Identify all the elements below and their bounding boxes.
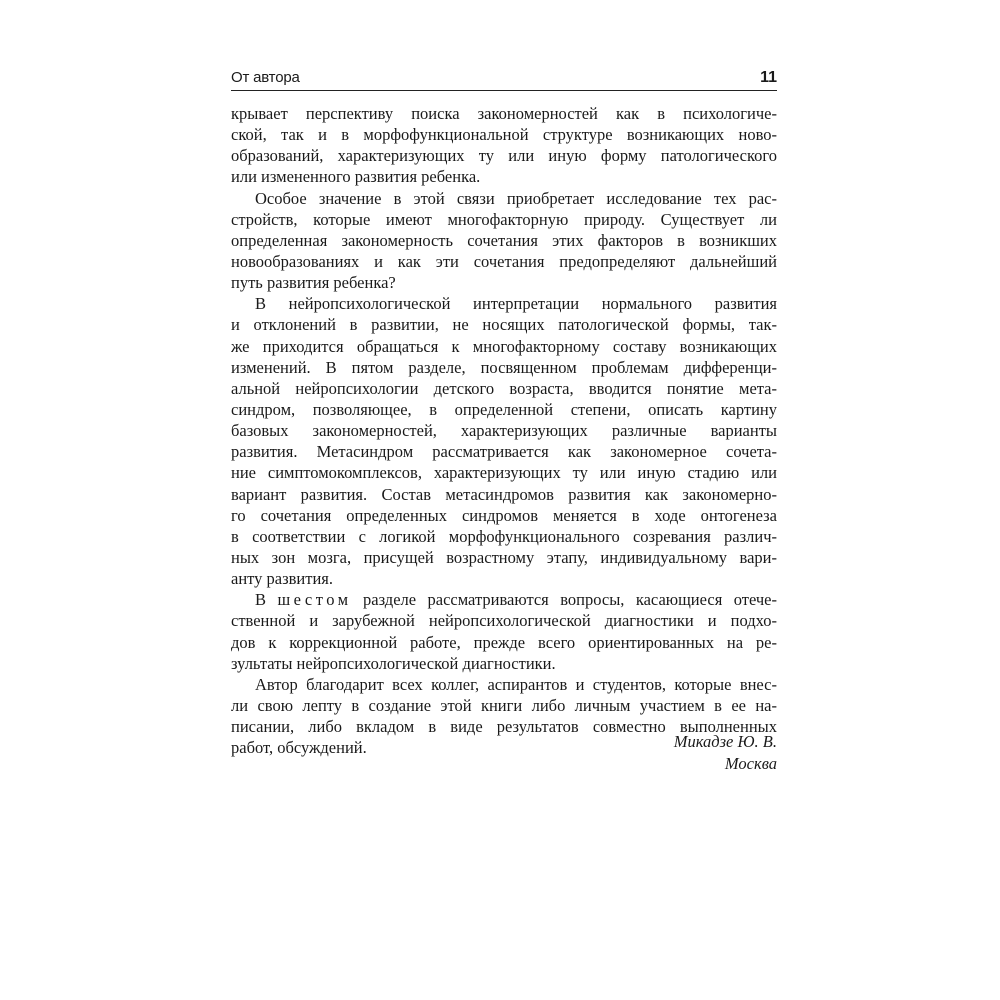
text-line: писании, либо вкладом в виде результатов совместно выполненных	[231, 717, 777, 737]
text-line: новообразованиях и как эти сочетания предопределяют дальнейший	[231, 251, 777, 271]
text-line: крывает перспективу поиска закономерностей как в психологиче-	[231, 104, 777, 123]
text-line: ской, так и в морфофункциональной структуре возникающих ново-	[231, 125, 777, 145]
text-line: образований, характеризующих ту или иную форму патологического	[231, 146, 777, 166]
text-line: путь развития ребенка?	[231, 273, 396, 293]
text-line: ственной и зарубежной нейропсихологической диагностики и подхо-	[231, 611, 777, 631]
text-fragment: разделе рассматриваются вопросы, касающиеся отече-	[351, 590, 777, 610]
text-line: анту развития.	[231, 569, 333, 589]
text-line: зультаты нейропсихологической диагностики.	[231, 653, 556, 673]
text-line: синдром, позволяющее, в определенной степени, описать картину	[231, 399, 777, 419]
text-line: развития. Метасиндром рассматривается как закономерное сочета-	[231, 442, 777, 462]
paragraph	[231, 293, 777, 589]
text-line: ние симптомокомплексов, характеризующих ту или иную стадию или	[231, 463, 777, 483]
text-line: изменений. В пятом разделе, посвященном проблемам дифференци-	[231, 357, 777, 377]
text-line: В нейропсихологической интерпретации нормального развития	[255, 294, 777, 314]
text-line: работ, обсуждений.	[231, 738, 367, 758]
paragraph	[231, 589, 777, 674]
section-title: От автора	[231, 69, 300, 86]
text-line	[231, 589, 777, 610]
author-name: Микадзе Ю. В.	[673, 732, 777, 751]
text-line: альной нейропсихологии детского возраста, вводится понятие мета-	[231, 378, 777, 398]
text-line: го сочетания определенных синдромов меняется в ходе онтогенеза	[231, 505, 777, 525]
text-line: или измененного развития ребенка.	[231, 167, 481, 187]
text-line: вариант развития. Состав метасиндромов развития как закономерно-	[231, 484, 777, 504]
text-fragment: В	[255, 590, 278, 610]
body-text	[231, 103, 777, 758]
text-line: дов к коррекционной работе, прежде всего ориентированных на ре-	[231, 632, 777, 652]
text-line: Особое значение в этой связи приобретает исследование тех рас-	[255, 188, 777, 208]
text-line: в соответствии с логикой морфофункционального созревания различ-	[231, 526, 777, 546]
page-number: 11	[760, 69, 777, 86]
text-line: Автор благодарит всех коллег, аспирантов и студентов, которые внес-	[255, 674, 777, 694]
city-name: Москва	[724, 753, 777, 773]
paragraph	[231, 103, 777, 188]
text-line: стройств, которые имеют многофакторную природу. Существует ли	[231, 209, 777, 229]
signature	[674, 731, 777, 774]
text-line: ли свою лепту в создание этой книги либо личным участием в ее на-	[231, 695, 777, 715]
emphasized-word: шестом	[277, 590, 352, 610]
text-line: и отклонений в развитии, не носящих патологической формы, так-	[231, 315, 777, 335]
text-line: базовых закономерностей, характеризующих различные варианты	[231, 421, 777, 441]
text-line: определенная закономерность сочетания этих факторов в возникших	[231, 230, 777, 250]
paragraph	[231, 188, 777, 294]
running-head	[231, 64, 777, 91]
text-line: же приходится обращаться к многофакторному составу возникающих	[231, 336, 777, 356]
text-line: ных зон мозга, присущей возрастному этапу, индивидуальному вари-	[231, 547, 777, 567]
